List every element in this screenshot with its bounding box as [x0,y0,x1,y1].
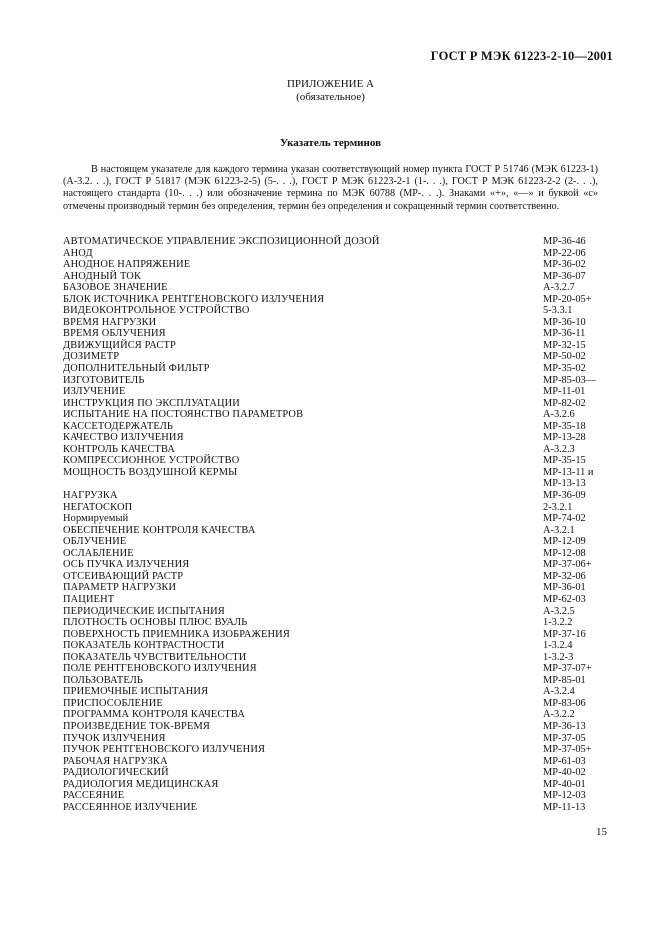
term-reference: МР-82-02 [543,397,586,409]
term-name: АНОДНОЕ НАПРЯЖЕНИЕ [63,259,191,271]
term-row [63,744,609,756]
term-reference: МР-13-28 [543,432,586,444]
term-name: ПУЧОК РЕНТГЕНОВСКОГО ИЗЛУЧЕНИЯ [63,744,266,756]
term-row [63,305,609,317]
term-name: ОТСЕИВАЮЩИЙ РАСТР [63,570,184,582]
term-name: Нормируемый [63,513,129,525]
term-name: ПАРАМЕТР НАГРУЗКИ [63,582,177,594]
term-name: АВТОМАТИЧЕСКОЕ УПРАВЛЕНИЕ ЭКСПОЗИЦИОННОЙ ДОЗОЙ [63,236,380,247]
term-row [63,502,609,514]
term-row [63,733,609,745]
term-reference: А-3.2.2 [543,709,575,721]
term-reference: МР-22-06 [543,247,586,259]
term-row [63,790,609,802]
term-row [63,351,609,363]
term-name: ПРОИЗВЕДЕНИЕ ТОК-ВРЕМЯ [63,720,210,732]
term-row [63,271,609,283]
term-name: ПОКАЗАТЕЛЬ ЧУВСТВИТЕЛЬНОСТИ [63,651,247,663]
term-name: КАССЕТОДЕРЖАТЕЛЬ [63,420,174,432]
term-name: ВРЕМЯ ОБЛУЧЕНИЯ [63,328,166,340]
appendix-subtitle: (обязательное) [296,91,365,103]
term-row [63,409,609,421]
term-row [63,328,609,340]
term-name: ДОПОЛНИТЕЛЬНЫЙ ФИЛЬТР [63,363,210,375]
term-name: ПОЛЕ РЕНТГЕНОВСКОГО ИЗЛУЧЕНИЯ [63,663,257,675]
term-row [63,756,609,768]
term-reference: МР-36-46 [543,236,586,247]
term-name: РАДИОЛОГИЧЕСКИЙ [63,767,169,779]
term-reference: МР-36-07 [543,270,586,282]
term-row [63,478,609,490]
term-name: ИНСТРУКЦИЯ ПО ЭКСПЛУАТАЦИИ [63,397,240,409]
term-row [63,444,609,456]
terms-list [63,236,609,813]
term-name: ПОЛЬЗОВАТЕЛЬ [63,674,144,686]
term-name: ВИДЕОКОНТРОЛЬНОЕ УСТРОЙСТВО [63,305,250,317]
term-reference: МР-11-13 [543,801,586,813]
term-reference: МР-37-07+ [543,663,592,675]
term-reference: МР-35-02 [543,363,586,375]
term-row [63,398,609,410]
term-reference: 1-3.2.2 [543,617,573,629]
term-row [63,548,609,560]
term-name: РАДИОЛОГИЯ МЕДИЦИНСКАЯ [63,778,219,790]
term-reference: МР-37-05+ [543,744,592,756]
term-name: КАЧЕСТВО ИЗЛУЧЕНИЯ [63,432,184,444]
term-row [63,686,609,698]
term-row [63,594,609,606]
term-name: МОЩНОСТЬ ВОЗДУШНОЙ КЕРМЫ [63,466,238,478]
term-row [63,617,609,629]
term-row [63,513,609,525]
term-row [63,421,609,433]
term-name: ПРОГРАММА КОНТРОЛЯ КАЧЕСТВА [63,709,246,721]
term-reference: МР-85-01 [543,674,586,686]
term-row [63,467,609,479]
term-name: КОМПРЕССИОННОЕ УСТРОЙСТВО [63,455,240,467]
term-name: НАГРУЗКА [63,490,118,502]
term-row [63,721,609,733]
term-row [63,767,609,779]
term-reference: МР-40-02 [543,767,586,779]
term-reference: МР-13-13 [543,478,586,490]
term-row [63,629,609,641]
term-row [63,652,609,664]
term-row [63,802,609,814]
term-name: АНОД [63,247,93,259]
term-reference: МР-35-18 [543,420,586,432]
term-reference: МР-32-06 [543,570,586,582]
term-name: ИЗГОТОВИТЕЛЬ [63,374,145,386]
term-row [63,236,609,248]
term-row [63,375,609,387]
term-reference: 5-3.3.1 [543,305,573,317]
term-name: ПРИЕМОЧНЫЕ ИСПЫТАНИЯ [63,686,209,698]
term-name: АНОДНЫЙ ТОК [63,270,142,282]
term-reference: МР-20-05+ [543,293,592,305]
term-reference: МР-13-11 и [543,466,594,478]
term-name: ПОКАЗАТЕЛЬ КОНТРАСТНОСТИ [63,640,225,652]
term-name: ИСПЫТАНИЕ НА ПОСТОЯНСТВО ПАРАМЕТРОВ [63,409,304,421]
index-title: Указатель терминов [279,137,382,149]
term-row [63,259,609,271]
term-reference: А-3.2.4 [543,686,575,698]
term-name: ДОЗИМЕТР [63,351,120,363]
term-reference: МР-50-02 [543,351,586,363]
term-row [63,248,609,260]
term-row [63,536,609,548]
term-row [63,317,609,329]
term-reference: МР-36-11 [543,328,586,340]
term-name: ПАЦИЕНТ [63,593,115,605]
term-reference: МР-62-03 [543,593,586,605]
term-reference: МР-35-15 [543,455,586,467]
term-row [63,282,609,294]
term-name: ВРЕМЯ НАГРУЗКИ [63,316,157,328]
term-reference: МР-36-09 [543,490,586,502]
term-reference: А-3.2.3 [543,443,575,455]
term-name: ОСЬ ПУЧКА ИЗЛУЧЕНИЯ [63,559,190,571]
term-name: НЕГАТОСКОП [63,501,133,513]
term-row [63,582,609,594]
term-row [63,455,609,467]
term-reference: МР-36-13 [543,720,586,732]
term-reference: 1-3.2.4 [543,640,573,652]
term-name: ПОВЕРХНОСТЬ ПРИЕМНИКА ИЗОБРАЖЕНИЯ [63,628,290,640]
term-row [63,606,609,618]
term-row [63,386,609,398]
term-reference: МР-12-09 [543,536,586,548]
term-name: КОНТРОЛЬ КАЧЕСТВА [63,443,176,455]
page-number: 15 [596,826,607,838]
term-reference: МР-37-05 [543,732,586,744]
term-name: ПУЧОК ИЗЛУЧЕНИЯ [63,732,166,744]
term-name: ОБЕСПЕЧЕНИЕ КОНТРОЛЯ КАЧЕСТВА [63,524,256,536]
term-reference: МР-37-16 [543,628,586,640]
term-reference: МР-61-03 [543,755,586,767]
document-header: ГОСТ Р МЭК 61223-2-10—2001 [430,49,613,63]
index-intro: В настоящем указателе для каждого термина указан соответствующий номер пункта ГОСТ Р 51746 (МЭК 61223-1) (А-3.2. . .), ГОСТ Р 51817 (МЭК 61223-2-5) (5-. . .), ГОСТ Р МЭК 61223-2-1 (1-. . .), ГОСТ Р МЭК 61223-2-2 (2-. . .), настоящего стандарта (10-. . .) или обозначение термина по МЭК 60788 (МР-. . .). Знаками «+», «—» и буквой «с» отмечены производный термин без определения, термин без определения и сокращенный термин соответственно. [63,164,598,212]
term-name: БЛОК ИСТОЧНИКА РЕНТГЕНОВСКОГО ИЗЛУЧЕНИЯ [63,293,325,305]
term-row [63,571,609,583]
term-reference: МР-12-03 [543,790,586,802]
term-reference: МР-36-01 [543,582,586,594]
term-row [63,340,609,352]
term-row [63,432,609,444]
term-reference: МР-74-02 [543,513,586,525]
term-reference: А-3.2.5 [543,605,575,617]
term-name: ПЛОТНОСТЬ ОСНОВЫ ПЛЮС ВУАЛЬ [63,617,248,629]
term-name: ИЗЛУЧЕНИЕ [63,386,126,398]
term-row [63,779,609,791]
term-row [63,698,609,710]
term-row [63,640,609,652]
term-reference: А-3.2.6 [543,409,575,421]
term-name: РАССЕЯННОЕ ИЗЛУЧЕНИЕ [63,801,198,813]
term-reference: МР-83-06 [543,697,586,709]
term-reference: МР-11-01 [543,386,586,398]
term-name: ОБЛУЧЕНИЕ [63,536,127,548]
term-reference: А-3.2.1 [543,524,575,536]
term-reference: МР-36-02 [543,259,586,271]
term-reference: МР-85-03— [543,374,597,386]
term-name: ОСЛАБЛЕНИЕ [63,547,134,559]
term-row [63,675,609,687]
term-row [63,490,609,502]
term-row [63,559,609,571]
appendix-heading [0,78,661,104]
term-name: ПЕРИОДИЧЕСКИЕ ИСПЫТАНИЯ [63,605,225,617]
term-reference: 2-3.2.1 [543,501,573,513]
term-row [63,663,609,675]
term-name: БАЗОВОЕ ЗНАЧЕНИЕ [63,282,168,294]
term-name: ДВИЖУЩИЙСЯ РАСТР [63,339,176,351]
term-row [63,363,609,375]
term-name: ПРИСПОСОБЛЕНИЕ [63,697,163,709]
term-reference: МР-32-15 [543,339,586,351]
term-name: РАБОЧАЯ НАГРУЗКА [63,755,168,767]
term-reference: МР-40-01 [543,778,586,790]
term-name: РАССЕЯНИЕ [63,790,125,802]
term-reference: МР-36-10 [543,316,586,328]
term-reference: МР-12-08 [543,547,586,559]
term-row [63,525,609,537]
term-reference: 1-3.2-3 [543,651,574,663]
term-row [63,294,609,306]
term-reference: МР-37-06+ [543,559,592,571]
appendix-title: ПРИЛОЖЕНИЕ А [286,78,374,90]
term-row [63,709,609,721]
term-reference: А-3.2.7 [543,282,575,294]
